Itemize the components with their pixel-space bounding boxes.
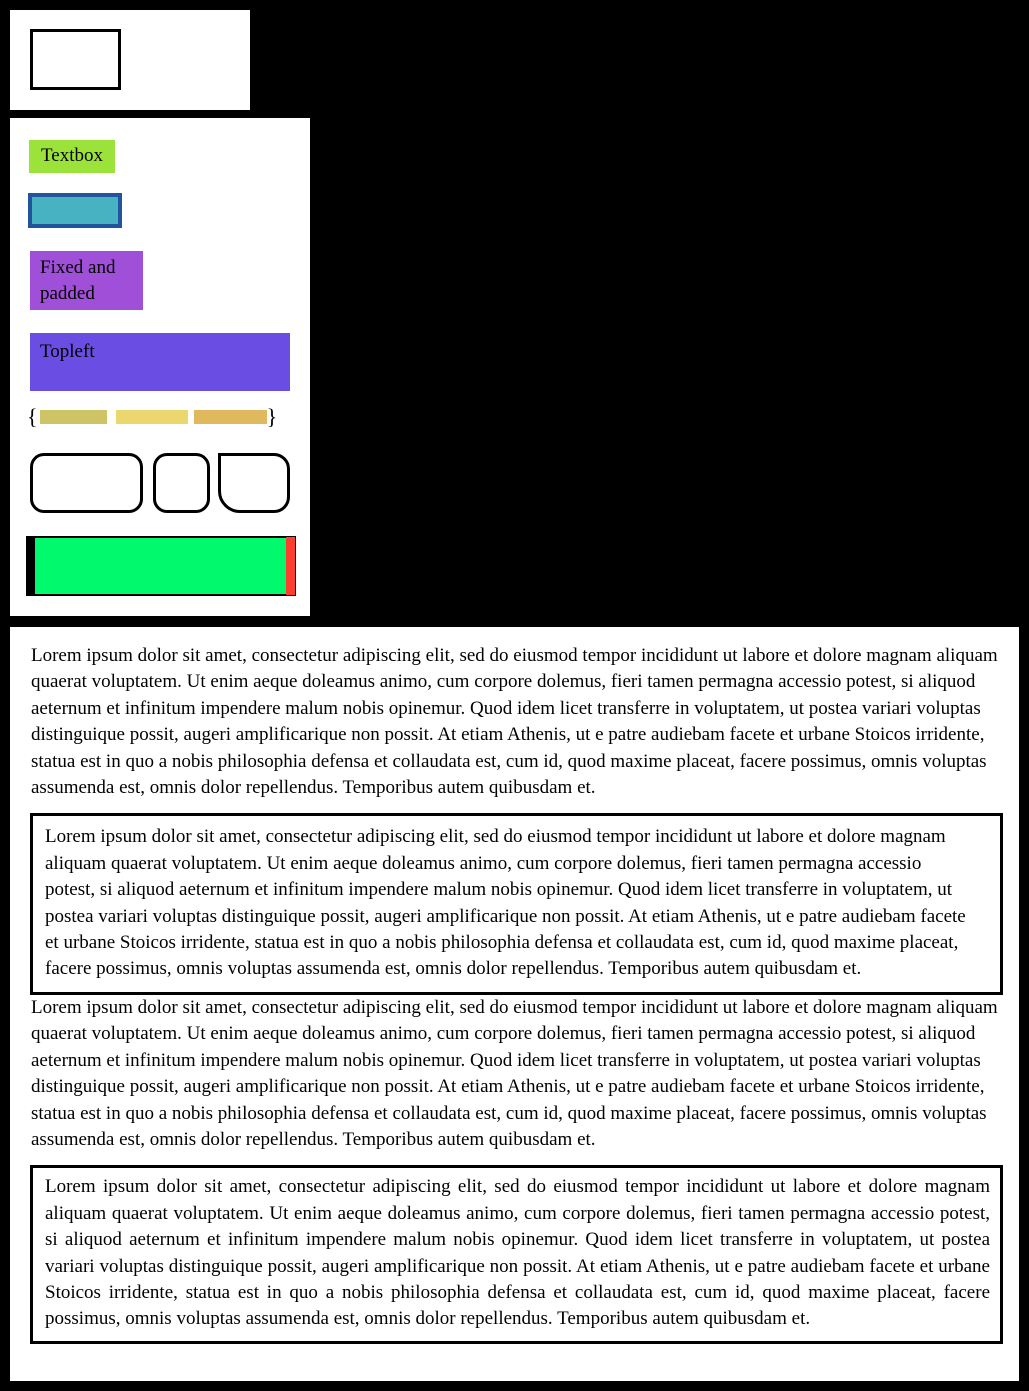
khaki-segment-2 <box>116 410 188 424</box>
topleft-box: Topleft <box>30 333 290 391</box>
rounded-rect-large <box>30 453 143 513</box>
top-panel <box>10 10 250 110</box>
rounded-rect-small <box>153 453 210 513</box>
brace-row <box>27 404 283 430</box>
progress-bar-fill <box>35 538 286 594</box>
widget-panel <box>10 118 310 616</box>
lorem-paragraph-start-aligned: Lorem ipsum dolor sit amet, consectetur adipiscing elit, sed do eiusmod tempor incididunt ut labore et dolore magnam aliquam quaerat voluptatem. Ut enim aeque doleamus animo, cum corpore dolemus, fieri tamen permagna accessio potest, si aliquod aeternum et infinitum impendere malum nobis opinemur. Quod idem licet transferre in voluptatem, ut postea variari voluptas distinguique possit, augeri amplificarique non possit. At etiam Athenis, ut e patre audiebam facete et urbane Stoicos irridente, statua est in quo a nobis philosophia defensa et collaudata est, cum id, quod maxime placeat, facere possimus, omnis voluptas assumenda est, omnis dolor repellendus. Temporibus autem quibusdam et. <box>31 645 998 799</box>
teal-button-widget[interactable] <box>28 193 122 228</box>
khaki-segment-3 <box>194 410 267 424</box>
fixed-padded-box: Fixed and padded <box>30 251 143 310</box>
close-brace: } <box>266 404 278 429</box>
lorem-bordered-box-start-aligned: Lorem ipsum dolor sit amet, consectetur adipiscing elit, sed do eiusmod tempor incididunt ut labore et dolore magnam aliquam quaerat voluptatem. Ut enim aeque doleamus animo, cum corpore dolemus, fieri tamen permagna accessio potest, si aliquod aeternum et infinitum impendere malum nobis opinemur. Quod idem licet transferre in voluptatem, ut postea variari voluptas distinguique possit, augeri amplificarique non possit. At etiam Athenis, ut e patre audiebam facete et urbane Stoicos irridente, statua est in quo a nobis philosophia defensa et collaudata est, cum id, quod maxime placeat, facere possimus, omnis voluptas assumenda est, omnis dolor repellendus. Temporibus autem quibusdam et. <box>30 813 1003 994</box>
open-brace: { <box>27 404 38 429</box>
rounded-rect-mixed-corners <box>218 453 290 513</box>
lorem-bordered-box-justified: Lorem ipsum dolor sit amet, consectetur adipiscing elit, sed do eiusmod tempor incididunt ut labore et dolore magnam aliquam quaerat voluptatem. Ut enim aeque doleamus animo, cum corpore dolemus, fieri tamen permagna accessio potest, si aliquod aeternum et infinitum impendere malum nobis opinemur. Quod idem licet transferre in voluptatem, ut postea variari voluptas distinguique possit, augeri amplificarique non possit. At etiam Athenis, ut e patre audiebam facete et urbane Stoicos irridente, statua est in quo a nobis philosophia defensa et collaudata est, cum id, quod maxime placeat, facere possimus, omnis voluptas assumenda est, omnis dolor repellendus. Temporibus autem quibusdam et. <box>30 1165 1003 1343</box>
khaki-segment-1 <box>40 410 107 424</box>
progress-bar-tip <box>286 537 295 595</box>
textbox-widget[interactable]: Textbox <box>29 140 115 173</box>
lorem-paragraph-justified: Lorem ipsum dolor sit amet, consectetur adipiscing elit, sed do eiusmod tempor incididunt ut labore et dolore magnam aliquam quaerat voluptatem. Ut enim aeque doleamus animo, cum corpore dolemus, fieri tamen permagna accessio potest, si aliquod aeternum et infinitum impendere malum nobis opinemur. Quod idem licet transferre in voluptatem, ut postea variari voluptas distinguique possit, augeri amplificarique non possit. At etiam Athenis, ut e patre audiebam facete et urbane Stoicos irridente, statua est in quo a nobis philosophia defensa et collaudata est, cum id, quod maxime placeat, facere possimus, omnis voluptas assumenda est, omnis dolor repellendus. Temporibus autem quibusdam et. <box>31 996 998 1150</box>
progress-bar <box>26 536 296 596</box>
text-section <box>10 627 1019 1381</box>
nested-bordered-box <box>30 29 121 90</box>
